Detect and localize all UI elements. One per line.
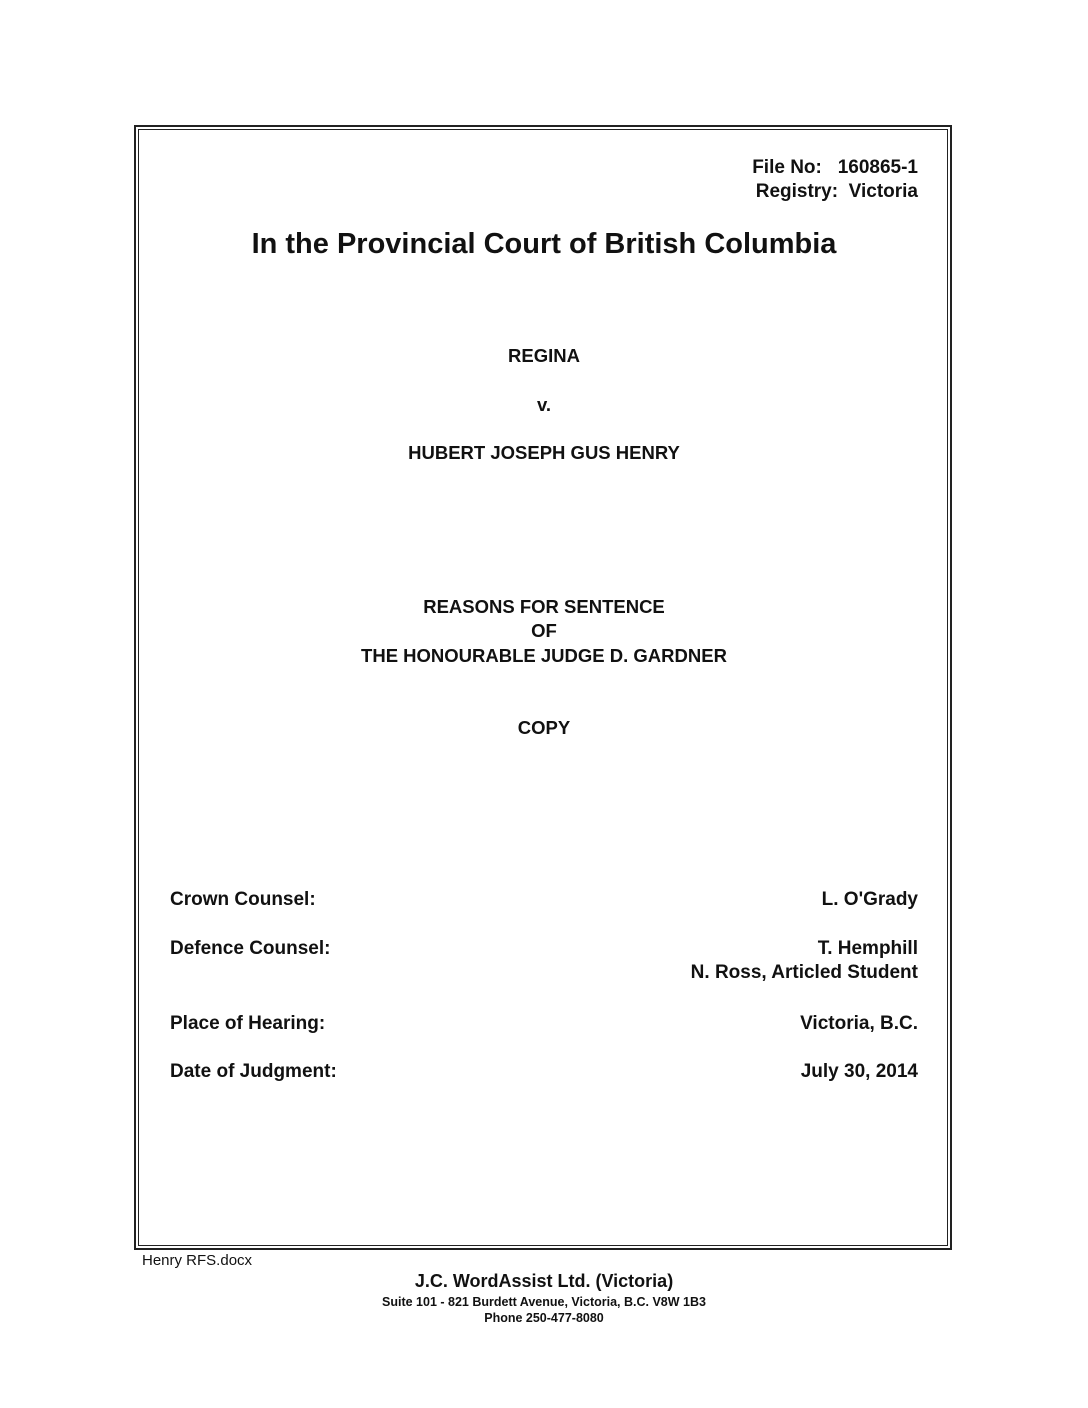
place-of-hearing-label: Place of Hearing: [170, 1013, 326, 1034]
footer-phone: Phone 250-477-8080 [484, 1311, 604, 1325]
court-title: In the Provincial Court of British Columbia [251, 228, 837, 260]
reasons-heading-line1: REASONS FOR SENTENCE [423, 596, 665, 617]
crown-counsel-value: L. O'Grady [821, 889, 918, 910]
versus: v. [536, 394, 552, 415]
date-of-judgment-label: Date of Judgment: [170, 1061, 337, 1082]
registry-line [756, 181, 918, 203]
place-of-hearing-value: Victoria, B.C. [800, 1013, 918, 1034]
defence-counsel-label: Defence Counsel: [170, 938, 331, 959]
defence-counsel-value-2: N. Ross, Articled Student [690, 962, 918, 983]
date-of-judgment-value: July 30, 2014 [800, 1061, 918, 1082]
reasons-heading-line2: OF [531, 620, 557, 641]
defence-counsel-value-1: T. Hemphill [817, 938, 918, 959]
party-plaintiff: REGINA [508, 345, 580, 366]
registry-value: Victoria [848, 181, 918, 202]
footer-address: Suite 101 - 821 Burdett Avenue, Victoria, B.C. V8W 1B3 [382, 1295, 706, 1309]
crown-counsel-label: Crown Counsel: [170, 889, 316, 910]
document-filename: Henry RFS.docx [142, 1252, 253, 1269]
registry-label: Registry: [755, 181, 839, 202]
file-number-line [752, 157, 918, 179]
file-number: 160865-1 [837, 157, 918, 178]
footer-company: J.C. WordAssist Ltd. (Victoria) [414, 1271, 674, 1291]
copy-label: COPY [517, 717, 571, 738]
party-defendant: HUBERT JOSEPH GUS HENRY [408, 442, 680, 463]
file-number-label: File No: [752, 157, 822, 178]
reasons-heading-line3: THE HONOURABLE JUDGE D. GARDNER [361, 645, 727, 666]
